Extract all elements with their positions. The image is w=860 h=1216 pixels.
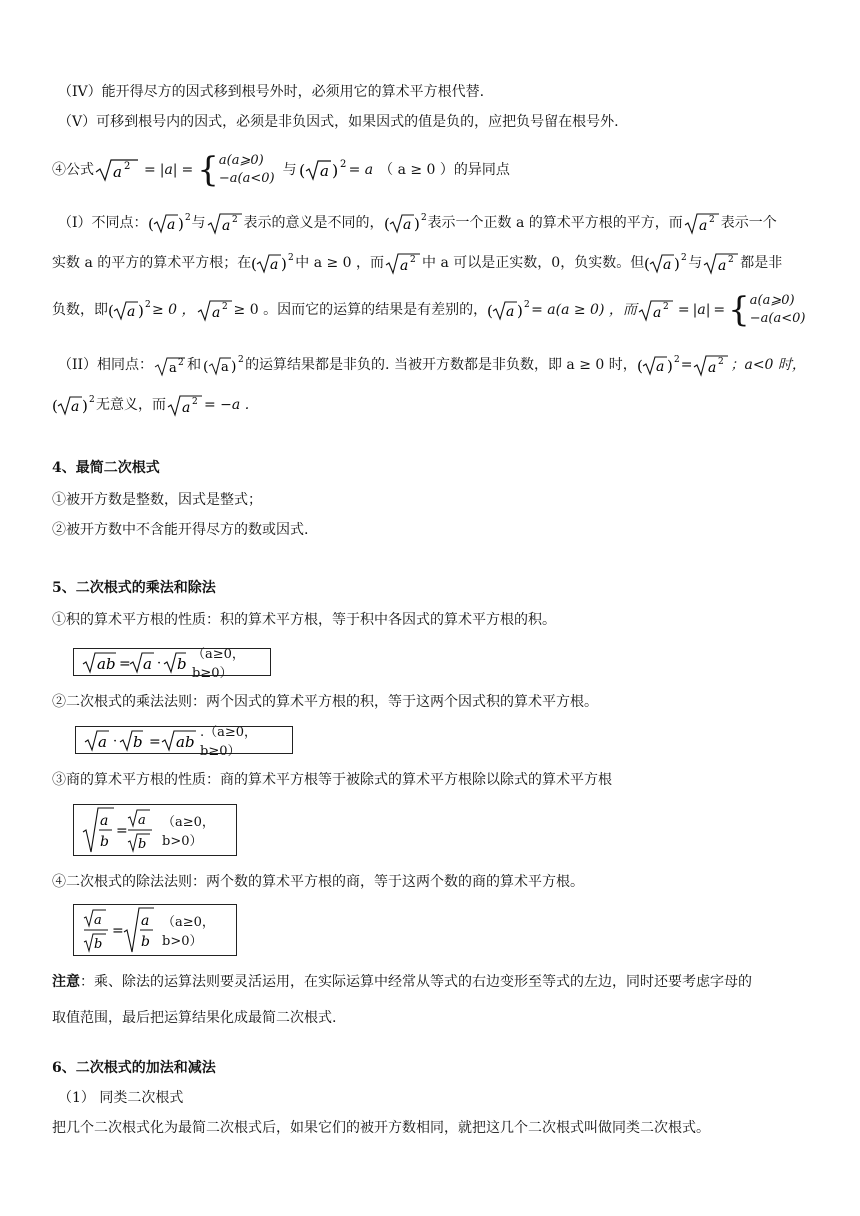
svg-text:a: a [718, 258, 727, 274]
difference-word-and: 与 [191, 215, 206, 231]
svg-text:2: 2 [708, 215, 715, 225]
sqrt-a-squared-symbol [166, 393, 204, 417]
sqrt-a-paren-squared-symbol [52, 393, 96, 417]
svg-text:2: 2 [410, 255, 416, 265]
note-line-1 [52, 972, 752, 992]
quotient-root-formula [82, 806, 154, 854]
svg-text:2: 2 [89, 395, 95, 405]
svg-text:(: ( [147, 215, 154, 233]
sqrt-a-paren-squared-symbol [148, 211, 192, 235]
sqrt-a-squared-symbol [196, 298, 234, 322]
svg-text:2: 2 [288, 253, 294, 263]
formula-box-multiplication-rule [75, 725, 293, 759]
svg-text:(: ( [636, 357, 643, 375]
sqrt-a-squared-symbol [637, 298, 675, 322]
sqrt-a-squared-symbol [683, 211, 721, 235]
svg-text:2: 2 [238, 355, 244, 365]
formula-box-product-root [73, 647, 271, 681]
note-text-1: ：乘、除法的运算法则要灵活运用，在实际运算中经常从等式的右边变形至等式的左边，同时还要考虑字母的 [80, 974, 752, 990]
difference-text-3c: ≥ 0 。因而它的运算的结果是有差别的， [233, 302, 488, 318]
svg-text:ab: ab [97, 655, 116, 673]
sqrt-a-paren-squared-symbol [644, 251, 688, 275]
svg-text:a: a [270, 257, 279, 273]
difference-word-and: 与 [688, 255, 703, 271]
svg-text:a: a [138, 813, 146, 828]
svg-text:a: a [143, 655, 152, 673]
formula-4-rhs: = a [348, 162, 374, 178]
difference-label: （I）不同点： [58, 215, 148, 231]
svg-text:(: ( [298, 161, 305, 180]
svg-text:): ) [82, 397, 88, 415]
svg-text:·: · [113, 734, 118, 749]
formula-4-case-2: −a(a<0) [218, 171, 275, 186]
same-line-1 [58, 352, 806, 378]
section-5-item-4: ④二次根式的除法法则：两个数的算术平方根的商，等于这两个数的商的算术平方根。 [52, 874, 584, 890]
svg-text:=: = [116, 823, 128, 839]
svg-text:(: ( [644, 255, 651, 273]
svg-text:): ) [138, 302, 144, 320]
difference-text-2b: 中 a ≥ 0 ，而 [295, 255, 385, 271]
section-4-item-2: ②被开方数中不含能开得尽方的数或因式. [52, 522, 309, 538]
svg-text:(: ( [251, 255, 258, 273]
formula-4-line: ④公式 a 2 = |a| = { a(a⩾0) −a(a<0) 与 ( a ) 2 = a （ a ≥ 0 ）的异同点 [52, 150, 510, 190]
difference-text-1e: 表示一个 [720, 215, 777, 231]
svg-text:): ) [331, 161, 338, 180]
svg-text:b: b [133, 733, 143, 751]
svg-text:=: = [112, 923, 124, 939]
svg-text:2: 2 [728, 255, 734, 265]
svg-text:a: a [402, 217, 411, 233]
svg-text:a: a [708, 360, 717, 376]
division-rule-formula [82, 906, 154, 954]
svg-text:2: 2 [124, 161, 131, 172]
difference-line-1 [58, 210, 777, 236]
product-root-formula [82, 650, 186, 674]
formula-4-cond: （ a ≥ 0 ）的异同点 [379, 162, 510, 178]
svg-text:·: · [157, 656, 162, 671]
formula-box-division-rule [73, 904, 237, 956]
svg-text:2: 2 [221, 302, 228, 312]
section-5-item-1: ①积的算术平方根的性质：积的算术平方根，等于积中各因式的算术平方根的积。 [52, 612, 556, 628]
svg-text:2: 2 [184, 213, 191, 223]
sqrt-a-squared-symbol [702, 251, 740, 275]
difference-case-1: a(a⩾0) [749, 293, 795, 308]
same-label: （II）相同点： [58, 357, 154, 373]
difference-text-2a: 实数 a 的平方的算术平方根；在 [52, 255, 252, 271]
svg-text:2: 2 [339, 159, 346, 170]
svg-text:a: a [400, 258, 409, 274]
svg-text:a: a [182, 400, 191, 416]
formula-4-case-1: a(a⩾0) [218, 153, 264, 168]
svg-text:(: ( [52, 397, 58, 415]
svg-text:2: 2 [192, 397, 198, 407]
difference-text-1d: 表示一个正数 a 的算术平方根的平方，而 [427, 215, 683, 231]
svg-text:a: a [319, 162, 329, 180]
svg-text:=: = [149, 734, 161, 750]
section-5-title: 5、二次根式的乘法和除法 [52, 580, 216, 596]
difference-text-3b: ≥ 0 ， [152, 302, 196, 318]
difference-text-3a: 负数，即 [52, 302, 108, 318]
same-word-and: 和 [187, 357, 202, 373]
svg-text:): ) [517, 302, 523, 320]
svg-text:): ) [281, 255, 288, 273]
svg-text:b: b [141, 934, 150, 950]
difference-line-3: 负数，即 ( a ) 2 ≥ 0 ， a 2 ≥ 0 。因而它的运算的结果是有差别的， ( a ) 2 = a(a ≥ 0) ，而 a 2 = |a| = { a(a⩾0) −a(a<0) [52, 290, 806, 330]
same-text-1e: ；a<0 时， [730, 357, 806, 373]
sqrt-a-paren-squared-symbol [487, 298, 531, 322]
difference-text-2e: 都是非 [740, 255, 783, 271]
difference-case-2: −a(a<0) [749, 311, 806, 326]
svg-text:2: 2 [662, 302, 669, 312]
section-6-text-1: 把几个二次根式化为最简二次根式后，如果它们的被开方数相同，就把这几个二次根式叫做同类二次根式。 [52, 1120, 710, 1136]
note-label: 注意 [52, 974, 80, 990]
same-text-2b: = −a . [204, 397, 250, 413]
svg-text:a: a [94, 913, 102, 928]
formula-4-prefix: ④公式 [52, 162, 94, 178]
svg-text:a: a [113, 163, 122, 181]
box-4-condition: （a≥0，b>0） [162, 915, 215, 949]
formula-4-mid: 与 [282, 162, 297, 178]
svg-text:(: ( [108, 302, 114, 320]
box-3-condition: （a≥0，b>0） [162, 815, 215, 849]
difference-text-2c: 中 a 可以是正实数，0，负实数。但 [422, 255, 645, 271]
svg-text:b: b [177, 655, 187, 673]
svg-text:): ) [674, 255, 681, 273]
note-line-2: 取值范围，最后把运算结果化成最简二次根式. [52, 1010, 337, 1026]
svg-text:): ) [666, 357, 673, 375]
sqrt-a-paren-squared-symbol [637, 353, 681, 377]
svg-text:a: a [100, 813, 109, 829]
difference-text-3d: = a(a ≥ 0) ，而 [531, 302, 637, 318]
svg-text:a: a [211, 305, 220, 321]
svg-text:2: 2 [673, 355, 680, 365]
svg-text:a: a [166, 217, 175, 233]
sqrt-a-squared-symbol [94, 157, 140, 183]
sqrt-a-squared-symbol [692, 353, 730, 377]
box-1-condition: （a≥0，b≥0） [192, 647, 245, 681]
sqrt-a-squared-symbol [206, 211, 244, 235]
svg-text:a: a [141, 913, 150, 929]
svg-text:a: a [698, 218, 708, 234]
svg-text:=: = [119, 656, 131, 672]
same-text-1d: = [680, 357, 693, 373]
svg-text:2: 2 [681, 253, 687, 263]
svg-text:2: 2 [718, 357, 725, 367]
sqrt-a-squared-symbol [153, 353, 187, 377]
sqrt-a-squared-symbol [384, 251, 422, 275]
svg-text:a: a [98, 733, 107, 751]
sqrt-a-paren-squared-symbol [108, 298, 152, 322]
svg-text:a: a [169, 361, 177, 376]
difference-text-3e: = [677, 302, 690, 318]
svg-text:2: 2 [145, 300, 151, 310]
svg-text:b: b [100, 834, 109, 850]
svg-text:): ) [413, 215, 420, 233]
svg-text:(: ( [487, 302, 493, 320]
svg-text:a: a [127, 304, 136, 320]
sqrt-a-paren-squared-symbol [251, 251, 295, 275]
multiplication-rule-formula [84, 728, 196, 752]
svg-text:a: a [71, 399, 80, 415]
sqrt-a-paren-squared-symbol [297, 157, 349, 183]
svg-text:2: 2 [420, 213, 427, 223]
rule-v: （V）可移到根号内的因式，必须是非负因式，如果因式的值是负的，应把负号留在根号外. [58, 114, 619, 130]
svg-text:ab: ab [176, 733, 195, 751]
svg-text:2: 2 [178, 358, 184, 368]
svg-text:a: a [655, 359, 665, 375]
formula-box-quotient-root [73, 804, 237, 856]
section-4-title: 4、最简二次根式 [52, 460, 160, 476]
difference-text-1c: 表示的意义是不同的， [243, 215, 384, 231]
svg-text:a: a [663, 257, 672, 273]
svg-text:): ) [177, 215, 184, 233]
same-text-2a: 无意义，而 [96, 397, 166, 413]
sqrt-a-paren-squared-symbol [384, 211, 428, 235]
svg-text:a: a [652, 305, 662, 321]
difference-line-2 [52, 250, 782, 276]
section-5-item-3: ③商的算术平方根的性质：商的算术平方根等于被除式的算术平方根除以除式的算术平方根 [52, 772, 612, 788]
sqrt-a-paren-squared-symbol [201, 353, 245, 377]
svg-text:2: 2 [231, 215, 238, 225]
svg-text:(: ( [383, 215, 390, 233]
svg-text:a: a [221, 360, 229, 375]
svg-text:a: a [221, 218, 230, 234]
section-5-item-2: ②二次根式的乘法法则：两个因式的算术平方根的积，等于这两个因式积的算术平方根。 [52, 694, 598, 710]
same-text-1c: 的运算结果都是非负的. 当被开方数都是非负数，即 a ≥ 0 时， [245, 357, 637, 373]
svg-text:a: a [506, 304, 515, 320]
svg-text:): ) [231, 359, 237, 375]
rule-iv: （IV）能开得尽方的因式移到根号外时，必须用它的算术平方根代替. [58, 84, 485, 100]
section-6-sub-1: （1） 同类二次根式 [58, 1090, 184, 1106]
section-6-title: 6、二次根式的加法和减法 [52, 1060, 216, 1076]
section-4-item-1: ①被开方数是整数，因式是整式； [52, 492, 262, 508]
svg-text:b: b [138, 837, 147, 852]
same-line-2 [52, 392, 249, 418]
box-2-condition: .（a≥0，b≥0） [200, 725, 258, 759]
svg-text:(: ( [203, 359, 209, 375]
svg-text:b: b [94, 937, 103, 952]
svg-text:2: 2 [524, 300, 530, 310]
